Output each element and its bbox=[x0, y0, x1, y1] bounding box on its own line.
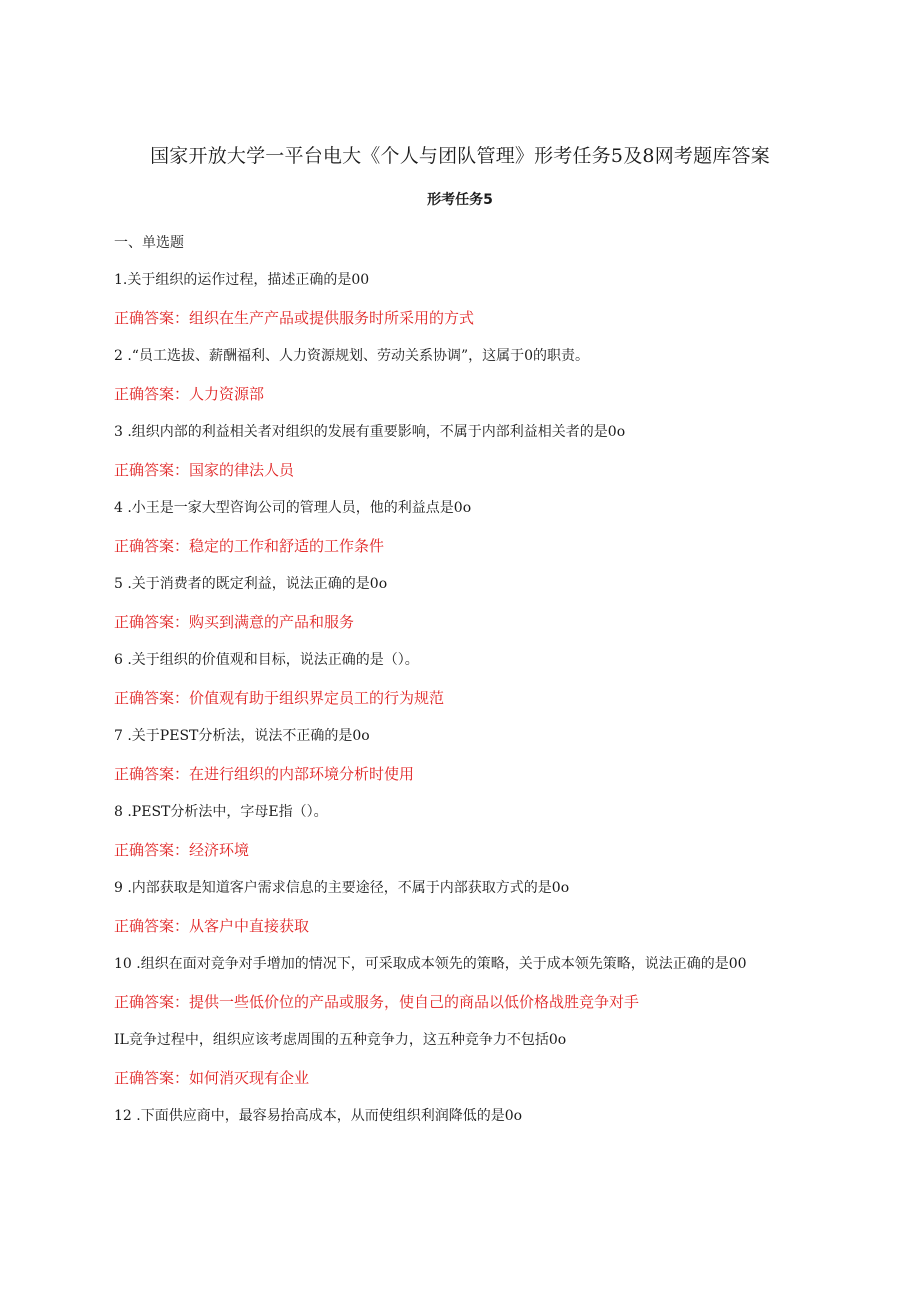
answer-8: 正确答案：经济环境 bbox=[114, 841, 250, 859]
answer-11: 正确答案：如何消灭现有企业 bbox=[114, 1069, 310, 1087]
question-8: 8 .PEST分析法中，字母E指（）。 bbox=[114, 804, 328, 820]
answer-4: 正确答案：稳定的工作和舒适的工作条件 bbox=[114, 537, 385, 555]
question-1: 1.关于组织的运作过程，描述正确的是00 bbox=[114, 272, 370, 288]
section-heading: 一、单选题 bbox=[114, 235, 184, 251]
question-7: 7 .关于PEST分析法，说法不正确的是0o bbox=[114, 728, 370, 744]
answer-5: 正确答案：购买到满意的产品和服务 bbox=[114, 613, 355, 631]
answer-9: 正确答案：从客户中直接获取 bbox=[114, 917, 310, 935]
answer-6: 正确答案：价值观有助于组织界定员工的行为规范 bbox=[114, 689, 445, 707]
answer-7: 正确答案：在进行组织的内部环境分析时使用 bbox=[114, 765, 415, 783]
question-6: 6 .关于组织的价值观和目标，说法正确的是（）。 bbox=[114, 652, 419, 668]
question-5: 5 .关于消费者的既定利益，说法正确的是0o bbox=[114, 576, 388, 592]
document-title: 国家开放大学一平台电大《个人与团队管理》形考任务5及8网考题库答案 bbox=[150, 145, 770, 167]
question-3: 3 .组织内部的利益相关者对组织的发展有重要影响，不属于内部利益相关者的是0o bbox=[114, 424, 626, 440]
question-11: IL竞争过程中，组织应该考虑周围的五种竞争力，这五种竞争力不包括0o bbox=[114, 1032, 567, 1048]
answer-2: 正确答案：人力资源部 bbox=[114, 385, 265, 403]
question-4: 4 .小王是一家大型咨询公司的管理人员，他的利益点是0o bbox=[114, 500, 472, 516]
answer-10: 正确答案：提供一些低价位的产品或服务，使自己的商品以低价格战胜竞争对手 bbox=[114, 993, 640, 1011]
question-10: 10 .组织在面对竞争对手增加的情况下，可采取成本领先的策略，关于成本领先策略，说法正确的是00 bbox=[114, 956, 747, 972]
section-title: 形考任务5 bbox=[427, 192, 493, 208]
question-9: 9 .内部获取是知道客户需求信息的主要途径，不属于内部获取方式的是0o bbox=[114, 880, 570, 896]
answer-1: 正确答案：组织在生产产品或提供服务时所采用的方式 bbox=[114, 309, 475, 327]
question-12: 12 .下面供应商中，最容易抬高成本，从而使组织利润降低的是0o bbox=[114, 1108, 523, 1124]
question-2: 2 .“员工选拔、薪酬福利、人力资源规划、劳动关系协调”，这属于0的职责。 bbox=[114, 348, 590, 364]
question-list bbox=[114, 270, 854, 1144]
answer-3: 正确答案：国家的律法人员 bbox=[114, 461, 295, 479]
